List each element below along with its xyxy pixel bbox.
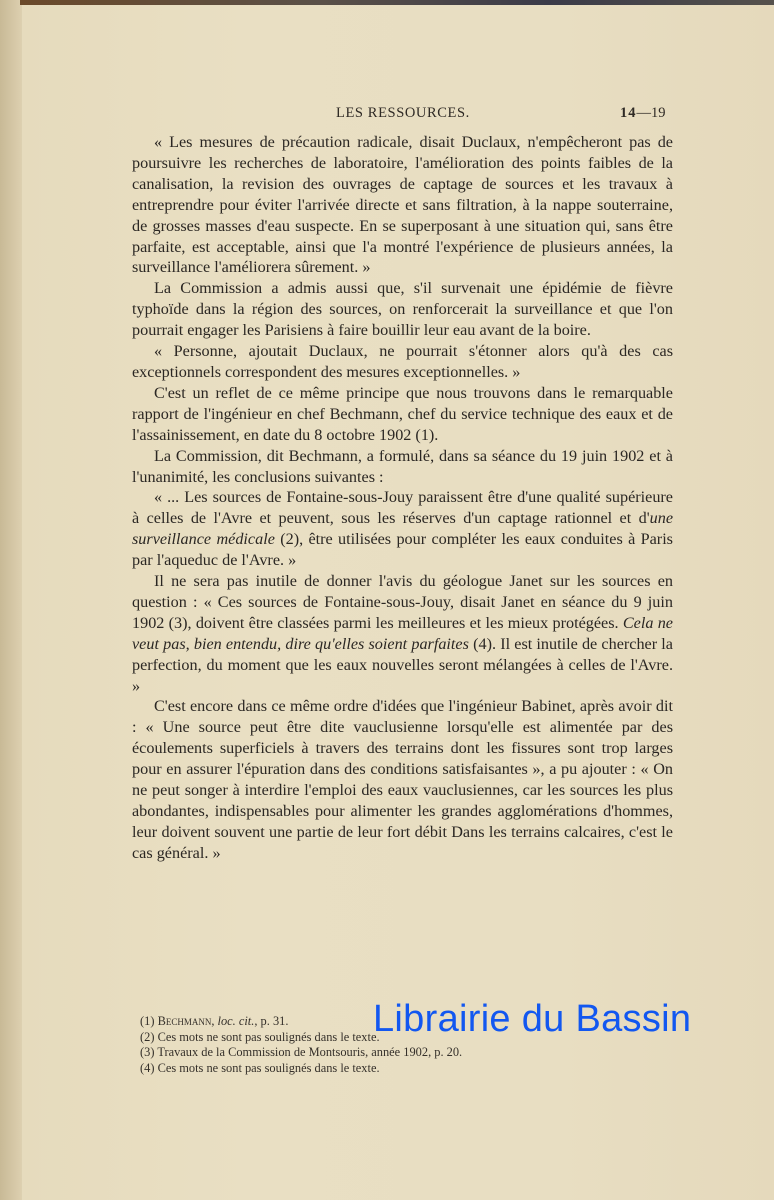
italic-emphasis: Cela ne veut pas, bien entendu, dire qu'elles soient parfaites — [132, 613, 673, 653]
page-number-value: —19 — [636, 105, 666, 121]
footnote-4: (4) Ces mots ne sont pas soulignés dans le texte. — [140, 1060, 380, 1075]
book-gutter-edge — [0, 0, 22, 1200]
paragraph-babinet: C'est encore dans ce même ordre d'idées que l'ingénieur Babinet, après avoir dit : « Une source peut être dite vauclusienne lorsqu'elle est alimentée par des écoulements superficiels à travers des terrains dont les fissures sont trop larges pour en assurer l'épuration dans des conditions satisfaisantes », a pu ajouter : « On ne peut songer à interdire l'emploi des eaux vauclusiennes, car les sources les plus abondantes, indispensables pour alimenter les grandes agglomérations d'hommes, leur doivent souvent une partie de leur fort débit Dans les terrains calcaires, c'est le cas général. » — [132, 697, 673, 862]
paragraph-duclaux-personne: « Personne, ajoutait Duclaux, ne pourrait s'étonner alors qu'à des cas exceptionnels correspondent des mesures exceptionnelles. » — [132, 342, 673, 381]
paragraph-duclaux-quote: « Les mesures de précaution radicale, disait Duclaux, n'empêcheront pas de poursuivre les recherches de laboratoire, l'amélioration des points faibles de la canalisation, la revision des ouvrages de captage de sources et les travaux à entreprendre pour éviter l'arrivée directe et sans filtration, à la nappe souterraine, de grosses masses d'eau suspecte. En se superposant à une situation qui, sans être parfaite, est acceptable, ainsi que l'a montré l'expérience de plusieurs années, la surveillance l'améliorera sûrement. » — [132, 133, 673, 277]
running-head: LES RESSOURCES. — [336, 105, 470, 121]
page-number-signature: 14 — [620, 105, 637, 121]
paragraph-commission: La Commission a admis aussi que, s'il survenait une épidémie de fièvre typhoïde dans la région des sources, on renforcerait la surveillance et que l'on pourrait engager les Parisiens à faire bouillir leur eau avant de la boire. — [132, 279, 673, 340]
italic-emphasis: une surveillance médicale — [132, 509, 673, 549]
paragraph-bechmann-report: C'est un reflet de ce même principe que nous trouvons dans le remarquable rapport de l'ingénieur en chef Bechmann, chef du service technique des eaux et de l'assainissement, en date du 8 octobre 1902 (1). — [132, 383, 673, 444]
paragraph-commission-conclusions: La Commission, dit Bechmann, a formulé, dans sa séance du 19 juin 1902 et à l'unanimité, les conclusions suivantes : — [132, 446, 673, 486]
paragraph-janet: Il ne sera pas inutile de donner l'avis du géologue Janet sur les sources en question : « Ces sources de Fontaine-sous-Jouy, disait Janet en séance du 9 juin 1902 (3), doivent être classées parmi les meilleures et les mieux protégées. Cela ne veut pas, bien entendu, dire qu'elles soient parfaites (4). Il est inutile de chercher la perfection, du moment que les eaux nouvelles seront mélangées à celles de l'Avre. » — [132, 572, 673, 695]
paragraph-fontaine-quote: « ... Les sources de Fontaine-sous-Jouy paraissent être d'une qualité supérieure à celles de l'Avre et peuvent, sous les réserves d'un captage rationnel et d'une surveillance médicale (2), être utilisées pour compléter les eaux conduites à Paris par l'aqueduc de l'Avre. » — [132, 488, 673, 570]
footnote-3: (3) Travaux de la Commission de Montsouris, année 1902, p. 20. — [140, 1045, 463, 1060]
watermark-text: Librairie du Bassin — [373, 998, 692, 1040]
footnote-1: (1) Bechmann, loc. cit., p. 31. — [140, 1014, 289, 1028]
page-number — [620, 105, 666, 122]
page-header — [22, 105, 774, 125]
footnote-2: (2) Ces mots ne sont pas soulignés dans le texte. — [140, 1029, 380, 1044]
body-text — [132, 132, 673, 864]
